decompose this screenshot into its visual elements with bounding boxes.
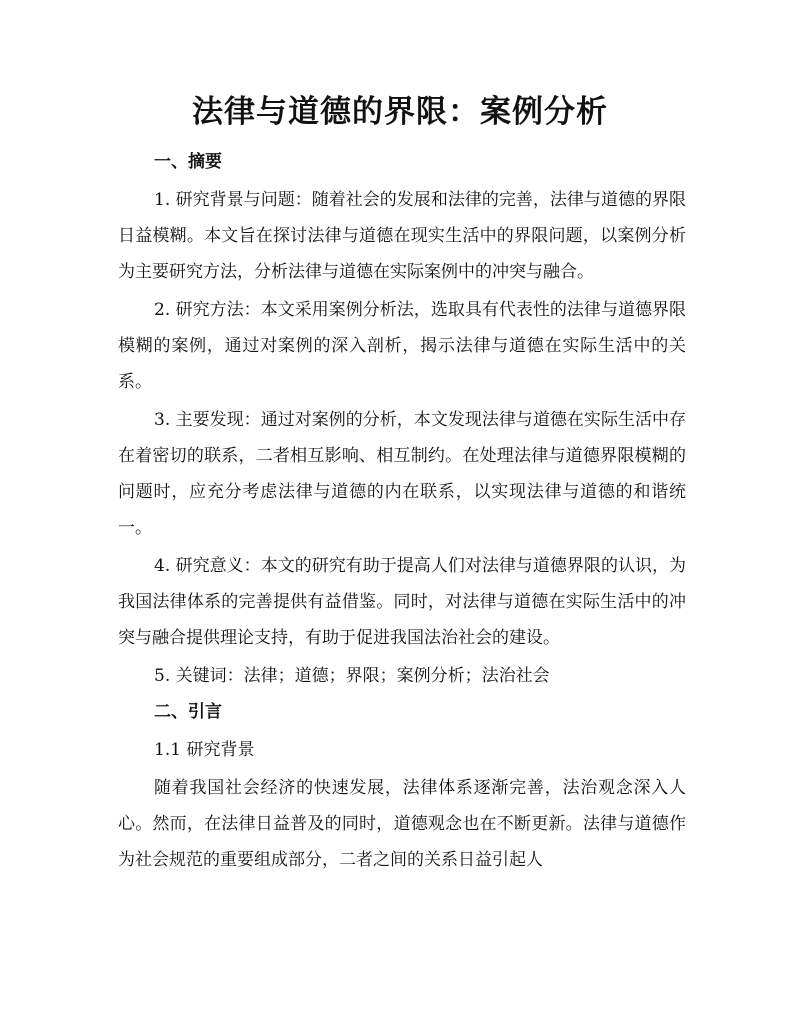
document-body <box>118 146 686 880</box>
subsection-heading-background: 1.1 研究背景 <box>154 740 255 760</box>
abstract-paragraph-method: 2. 研究方法：本文采用案例分析法，选取具有代表性的法律与道德界限模糊的案例，通过对案例的深入剖析，揭示法律与道德在实际生活中的关系。 <box>118 300 686 392</box>
section-heading-introduction: 二、引言 <box>154 702 222 722</box>
introduction-paragraph: 随着我国社会经济的快速发展，法律体系逐渐完善，法治观念深入人心。然而，在法律日益普及的同时，道德观念也在不断更新。法律与道德作为社会规范的重要组成部分，二者之间的关系日益引起人 <box>118 778 686 870</box>
section-heading-abstract: 一、摘要 <box>154 152 222 172</box>
abstract-paragraph-background: 1. 研究背景与问题：随着社会的发展和法律的完善，法律与道德的界限日益模糊。本文旨在探讨法律与道德在现实生活中的界限问题，以案例分析为主要研究方法，分析法律与道德在实际案例中的冲突与融合。 <box>118 190 686 282</box>
abstract-paragraph-findings: 3. 主要发现：通过对案例的分析，本文发现法律与道德在实际生活中存在着密切的联系，二者相互影响、相互制约。在处理法律与道德界限模糊的问题时，应充分考虑法律与道德的内在联系，以实现法律与道德的和谐统一。 <box>118 410 686 538</box>
abstract-paragraph-keywords: 5. 关键词：法律；道德；界限；案例分析；法治社会 <box>154 666 550 686</box>
document-title: 法律与道德的界限：案例分析 <box>192 94 608 130</box>
abstract-paragraph-significance: 4. 研究意义：本文的研究有助于提高人们对法律与道德界限的认识，为我国法律体系的完善提供有益借鉴。同时，对法律与道德在实际生活中的冲突与融合提供理论支持，有助于促进我国法治社会的建设。 <box>118 556 686 648</box>
